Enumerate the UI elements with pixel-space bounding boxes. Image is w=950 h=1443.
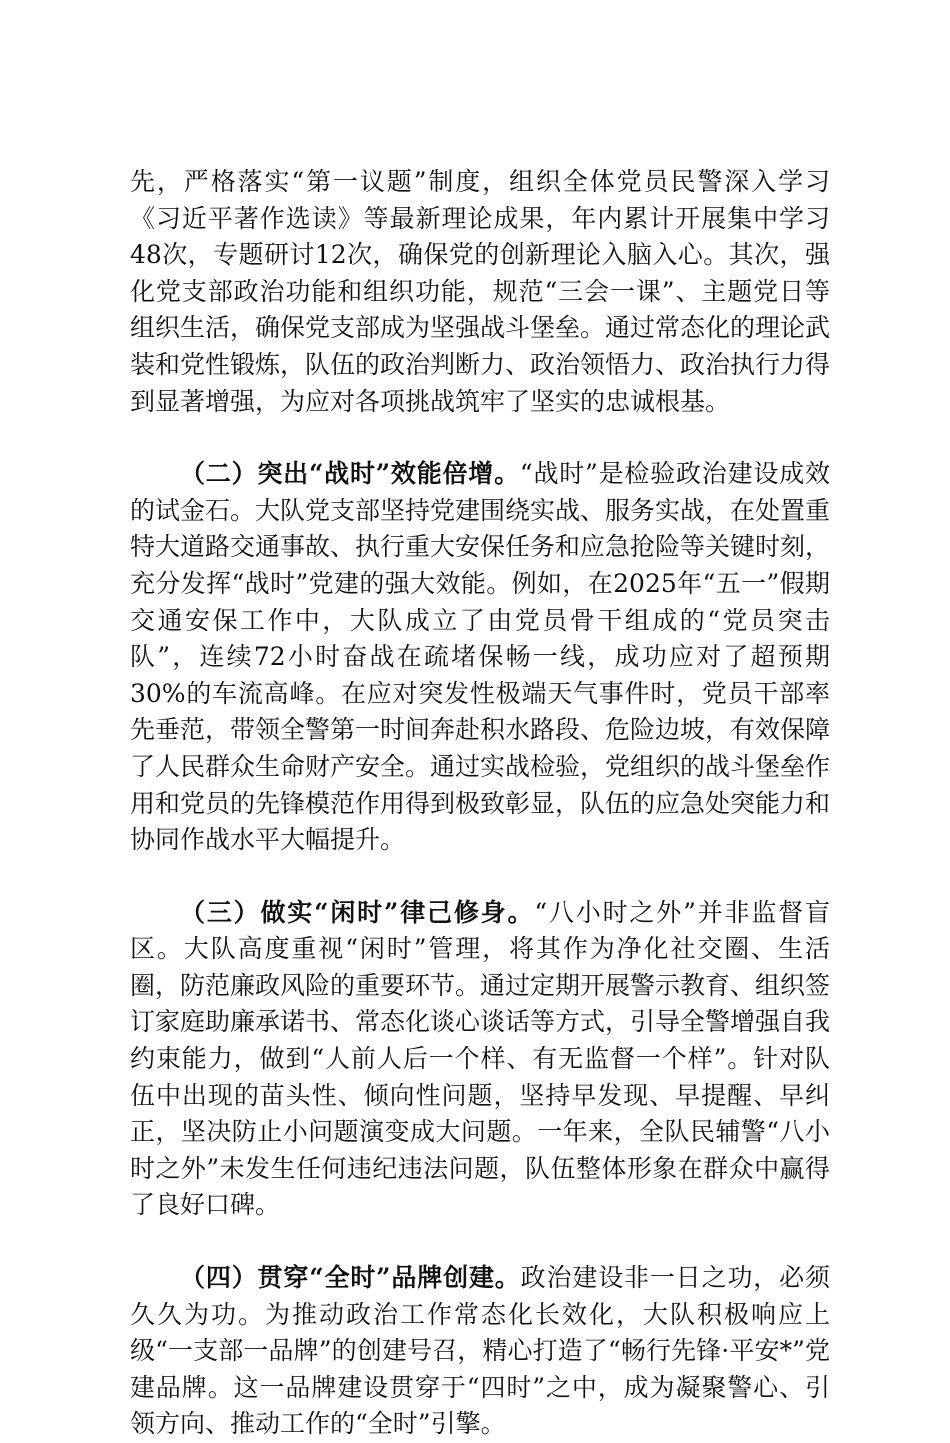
paragraph-section-4 [130,1260,830,1443]
section-heading: （四）贯穿“全时”品牌创建。 [180,1263,521,1293]
paragraph-continuation [130,164,830,420]
paragraph-text: 先，严格落实“第一议题”制度，组织全体党员民警深入学习《习近平著作选读》等最新理论成果，年内累计开展集中学习48次，专题研讨12次，确保党的创新理论入脑入心。其次，强化党支部政治功能和组织功能，规范“三会一课”、主题党日等组织生活，确保党支部成为坚强战斗堡垒。通过常态化的理论武装和党性锻炼，队伍的政治判断力、政治领悟力、政治执行力得到显著增强，为应对各项挑战筑牢了坚实的忠诚根基。 [130,167,831,416]
document-page [130,164,830,1443]
section-heading: （三）做实“闲时”律己修身。 [180,897,535,927]
paragraph-text: “战时”是检验政治建设成效的试金石。大队党支部坚持党建围绕实战、服务实战，在处置重特大道路交通事故、执行重大安保任务和应急抢险等关键时刻，充分发挥“战时”党建的强大效能。例如，在2025年“五一”假期交通安保工作中，大队成立了由党员骨干组成的“党员突击队”，连续72小时奋战在疏堵保畅一线，成功应对了超预期30%的车流高峰。在应对突发性极端天气事件时，党员干部率先垂范，带领全警第一时间奔赴积水路段、危险边坡，有效保障了人民群众生命财产安全。通过实战检验，党组织的战斗堡垒作用和党员的先锋模范作用得到极致彰显，队伍的应急处突能力和协同作战水平大幅提升。 [130,459,831,855]
paragraph-text: 政治建设非一日之功，必须久久为功。为推动政治工作常态化长效化，大队积极响应上级“一支部一品牌”的创建号召，精心打造了“畅行先锋·平安*”党建品牌。这一品牌建设贯穿于“四时”之中，成为凝聚警心、引领方向、推动工作的“全时”引擎。 [130,1263,830,1439]
paragraph-text: “八小时之外”并非监督盲区。大队高度重视“闲时”管理，将其作为净化社交圈、生活圈，防范廉政风险的重要环节。通过定期开展警示教育、组织签订家庭助廉承诺书、常态化谈心谈话等方式，引导全警增强自我约束能力，做到“人前人后一个样、有无监督一个样”。针对队伍中出现的苗头性、倾向性问题，坚持早发现、早提醒、早纠正，坚决防止小问题演变成大问题。一年来，全队民辅警“八小时之外”未发生任何违纪违法问题，队伍整体形象在群众中赢得了良好口碑。 [130,897,831,1220]
paragraph-section-2 [130,456,830,859]
paragraph-section-3 [130,895,830,1224]
section-heading: （二）突出“战时”效能倍增。 [180,459,520,489]
